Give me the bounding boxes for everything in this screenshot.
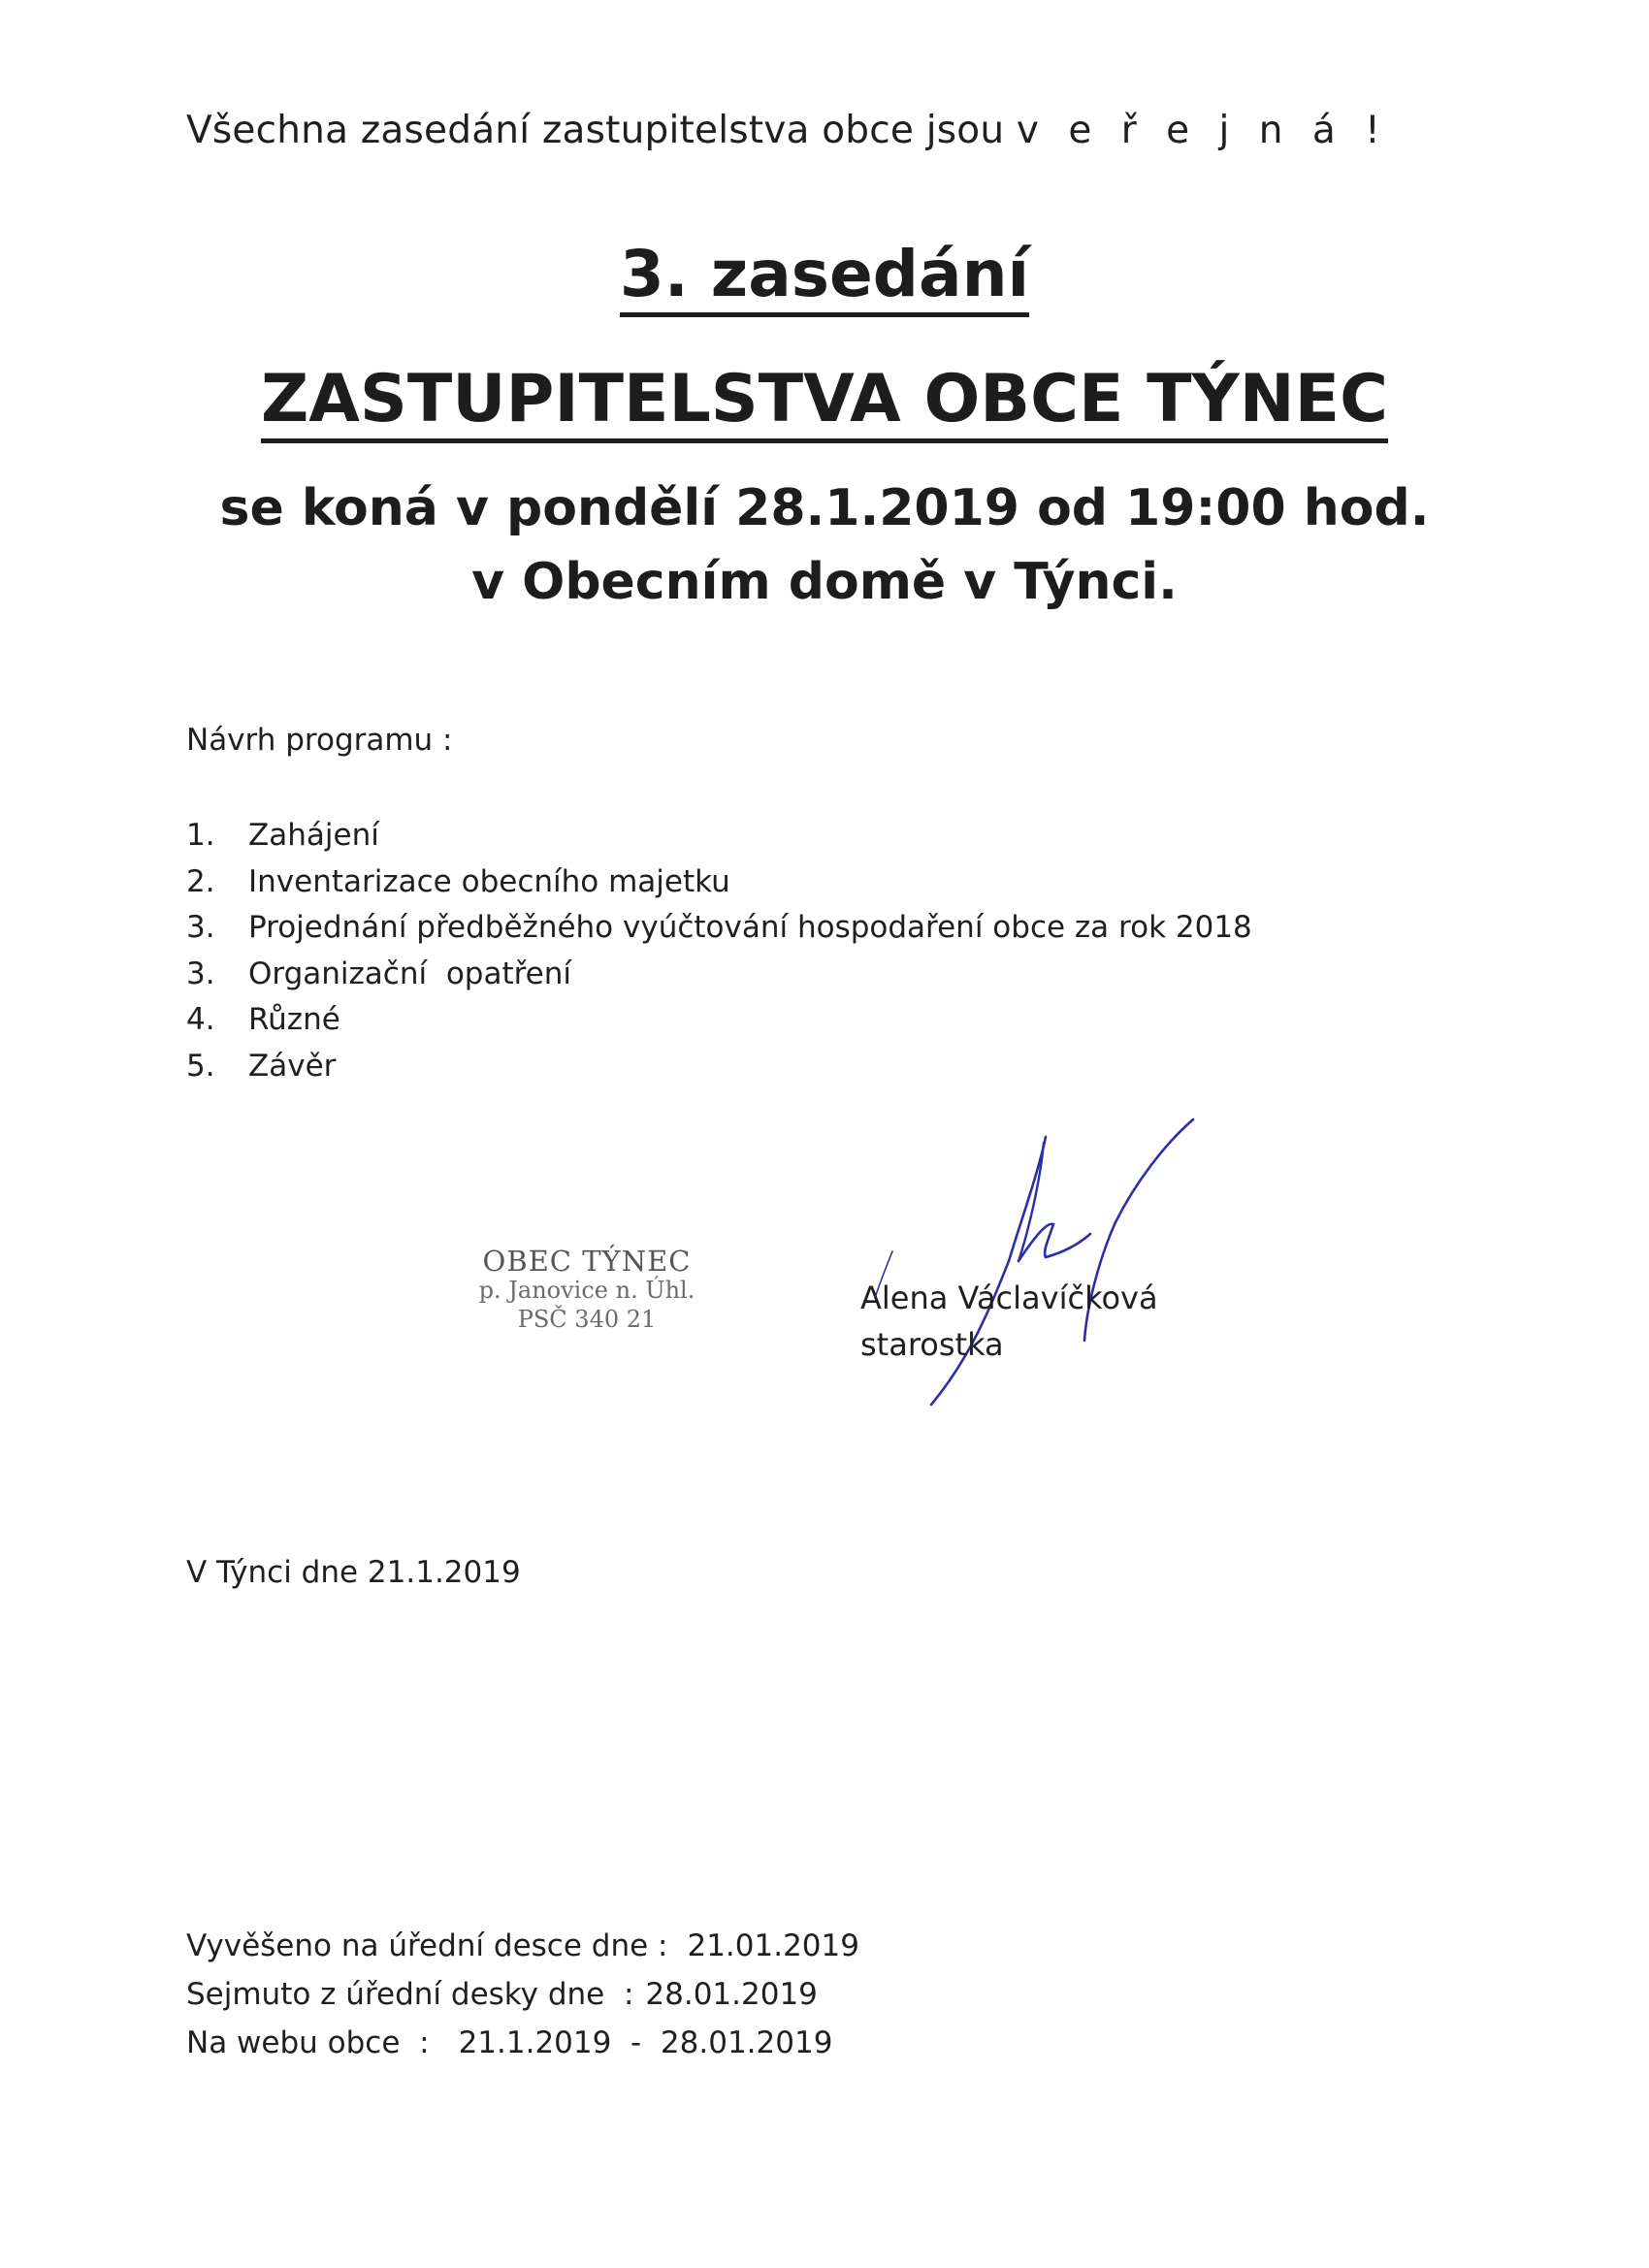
agenda-list xyxy=(186,813,1252,1089)
public-notice-emphasis: v e ř e j n á ! xyxy=(1016,109,1389,152)
agenda-item-text: Různé xyxy=(248,1002,340,1037)
web-value: 21.1.2019 - 28.01.2019 xyxy=(458,2025,833,2060)
posted-row xyxy=(186,1922,859,1970)
agenda-item xyxy=(186,1044,1252,1090)
council-title-text: ZASTUPITELSTVA OBCE TÝNEC xyxy=(261,361,1388,443)
signer-role: starostka xyxy=(860,1326,1004,1363)
stamp-line-1: OBEC TÝNEC xyxy=(482,1245,692,1278)
removed-label: Sejmuto z úřední desky dne : xyxy=(186,1977,634,2012)
agenda-item-text: Projednání předběžného vyúčtování hospodaření obce za rok 2018 xyxy=(248,910,1252,945)
meeting-date: se koná v pondělí 28.1.2019 od 19:00 hod. xyxy=(219,479,1430,537)
agenda-item-number: 4. xyxy=(186,1002,215,1037)
agenda-item-number: 2. xyxy=(186,863,215,899)
issue-date: V Týnci dne 21.1.2019 xyxy=(186,1555,521,1590)
agenda-item-text: Zahájení xyxy=(248,818,379,853)
council-title xyxy=(0,361,1649,437)
stamp-line-2: p. Janovice n. Úhl. xyxy=(478,1277,695,1304)
signer-name: Alena Václavíčková xyxy=(860,1280,1158,1316)
agenda-item xyxy=(186,905,1252,952)
agenda-item xyxy=(186,952,1252,998)
session-number xyxy=(0,237,1649,311)
stamp-line-3: PSČ 340 21 xyxy=(517,1306,657,1333)
agenda-item-text: Inventarizace obecního majetku xyxy=(248,863,730,899)
program-label: Návrh programu : xyxy=(186,723,453,758)
web-row xyxy=(186,2019,859,2067)
posting-info xyxy=(186,1922,859,2067)
public-notice-text: Všechna zasedání zastupitelstva obce jsou xyxy=(186,109,1005,152)
agenda-item-number: 3. xyxy=(186,910,215,945)
session-number-text: 3. zasedání xyxy=(620,237,1029,317)
posted-label: Vyvěšeno na úřední desce dne : xyxy=(186,1928,668,1963)
municipal-stamp xyxy=(456,1247,718,1334)
meeting-place: v Obecním domě v Týnci. xyxy=(471,553,1178,611)
agenda-item-text: Organizační opatření xyxy=(248,956,572,991)
signer-block xyxy=(860,1275,1158,1368)
web-label: Na webu obce : xyxy=(186,2025,430,2060)
agenda-item xyxy=(186,813,1252,859)
posted-value: 21.01.2019 xyxy=(687,1928,859,1963)
removed-value: 28.01.2019 xyxy=(645,1977,818,2012)
agenda-item-number: 3. xyxy=(186,956,215,991)
agenda-item xyxy=(186,859,1252,906)
agenda-item xyxy=(186,997,1252,1044)
agenda-item-number: 1. xyxy=(186,818,215,853)
public-notice xyxy=(186,109,1389,152)
removed-row xyxy=(186,1970,859,2019)
agenda-item-number: 5. xyxy=(186,1048,215,1084)
agenda-item-text: Závěr xyxy=(248,1048,337,1084)
